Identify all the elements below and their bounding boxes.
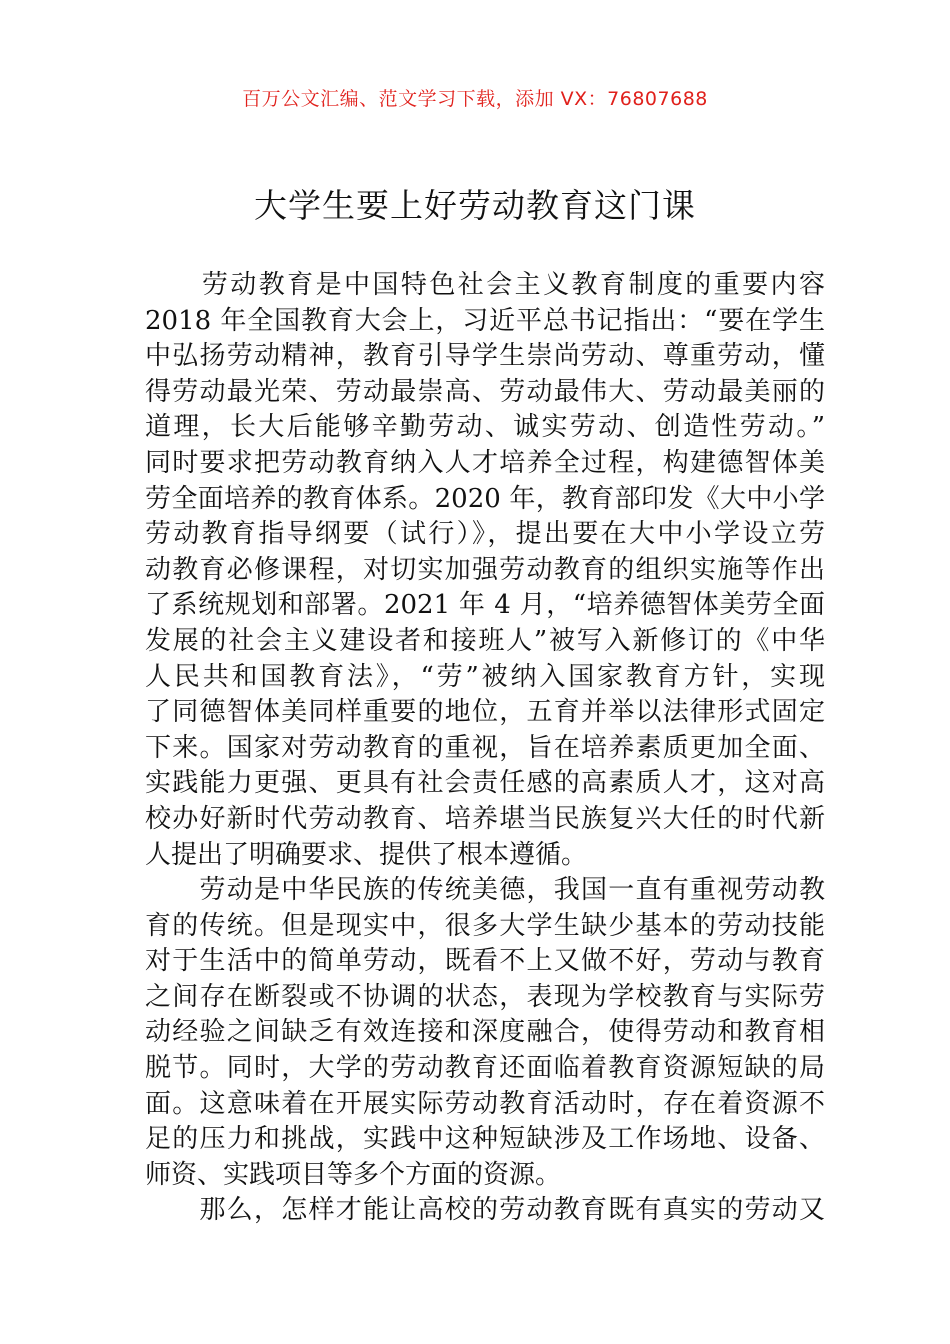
body-line: 了同德智体美同样重要的地位，五育并举以法律形式固定 — [145, 697, 825, 728]
body-line: 了系统规划和部署。2021 年 4 月，“培养德智体美劳全面 — [145, 590, 825, 621]
body-line: 劳动是中华民族的传统美德，我国一直有重视劳动教 — [145, 875, 825, 906]
body-line: 2018 年全国教育大会上，习近平总书记指出：“要在学生 — [145, 305, 825, 336]
body-line: 动经验之间缺乏有效连接和深度融合，使得劳动和教育相 — [145, 1017, 825, 1048]
body-line: 得劳动最光荣、劳动最崇高、劳动最伟大、劳动最美丽的 — [145, 376, 825, 407]
body-line: 动教育必修课程，对切实加强劳动教育的组织实施等作出 — [145, 554, 825, 585]
body-line: 劳动教育指导纲要（试行）》，提出要在大中小学设立劳 — [145, 519, 825, 550]
body-line: 脱节。同时，大学的劳动教育还面临着教育资源短缺的局 — [145, 1053, 825, 1084]
body-line: 劳动教育是中国特色社会主义教育制度的重要内容 — [145, 270, 825, 300]
body-line: 对于生活中的简单劳动，既看不上又做不好，劳动与教育 — [145, 946, 825, 977]
body-line: 人民共和国教育法》，“劳”被纳入国家教育方针，实现 — [145, 661, 825, 692]
document-title: 大学生要上好劳动教育这门课 — [254, 186, 696, 225]
body-line: 那么，怎样才能让高校的劳动教育既有真实的劳动又 — [145, 1195, 825, 1226]
body-line: 中弘扬劳动精神，教育引导学生崇尚劳动、尊重劳动，懂 — [145, 341, 825, 372]
body-line: 发展的社会主义建设者和接班人”被写入新修订的《中华 — [145, 625, 825, 656]
body-line: 足的压力和挑战，实践中这种短缺涉及工作场地、设备、 — [145, 1124, 825, 1155]
body-line: 师资、实践项目等多个方面的资源。 — [145, 1159, 562, 1190]
body-line: 校办好新时代劳动教育、培养堪当民族复兴大任的时代新 — [145, 803, 825, 834]
body-line: 人提出了明确要求、提供了根本遵循。 — [145, 839, 588, 870]
body-line: 同时要求把劳动教育纳入人才培养全过程，构建德智体美 — [145, 447, 825, 478]
document-body — [145, 268, 825, 1229]
body-line: 之间存在断裂或不协调的状态，表现为学校教育与实际劳 — [145, 981, 825, 1012]
body-line: 下来。国家对劳动教育的重视，旨在培养素质更加全面、 — [145, 732, 825, 763]
body-line: 劳全面培养的教育体系。2020 年，教育部印发《大中小学 — [145, 483, 825, 514]
header-note: 百万公文汇编、范文学习下载，添加 VX：76807688 — [242, 88, 708, 110]
body-line: 育的传统。但是现实中，很多大学生缺少基本的劳动技能 — [145, 910, 825, 941]
body-line: 道理，长大后能够辛勤劳动、诚实劳动、创造性劳动。” — [145, 412, 825, 443]
body-line: 实践能力更强、更具有社会责任感的高素质人才，这对高 — [145, 768, 825, 799]
body-line: 面。这意味着在开展实际劳动教育活动时，存在着资源不 — [145, 1088, 825, 1119]
